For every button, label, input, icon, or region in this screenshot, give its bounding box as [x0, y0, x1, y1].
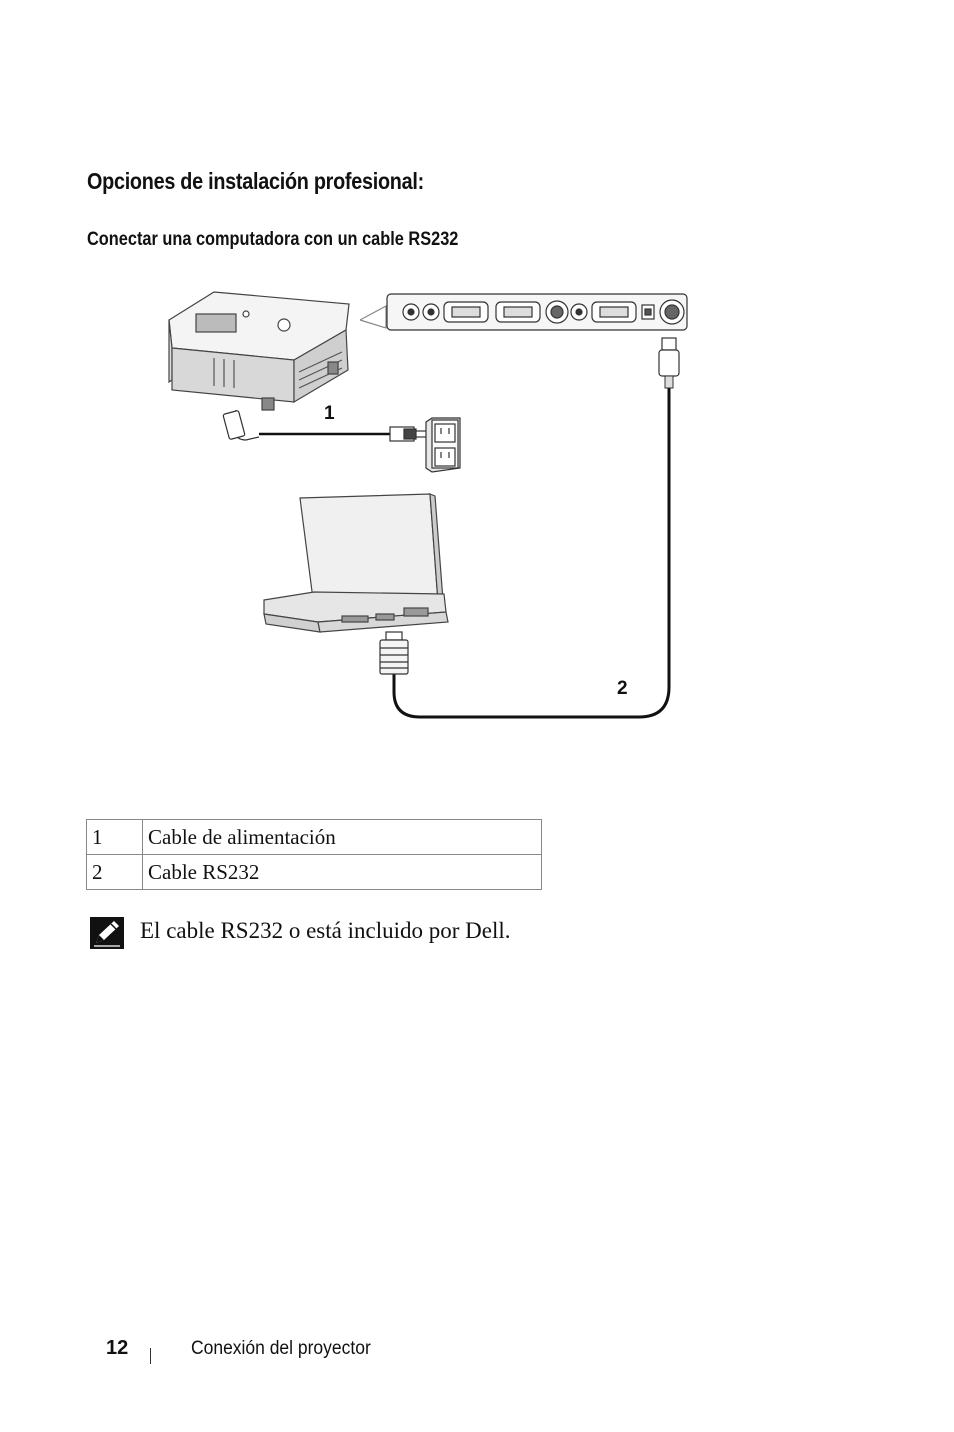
- db9-connector: [380, 632, 408, 674]
- projector-illustration: [169, 292, 349, 410]
- table-row: [87, 855, 542, 890]
- note: [90, 917, 511, 949]
- footer-section-title: Conexión del proyector: [191, 1338, 371, 1359]
- legend-label: Cable RS232: [143, 855, 542, 890]
- callout-pointer: [360, 306, 386, 328]
- note-text: El cable RS232 o está incluido por Dell.: [140, 918, 511, 943]
- callout-2-label: 2: [617, 678, 628, 699]
- wall-outlet: [426, 418, 460, 472]
- footer-divider: [150, 1348, 151, 1364]
- legend-label: Cable de alimentación: [143, 820, 542, 855]
- section-heading: Opciones de instalación profesional:: [87, 168, 424, 194]
- page-number: 12: [106, 1337, 129, 1359]
- legend-number: 2: [87, 855, 143, 890]
- note-pencil-icon: [90, 917, 124, 949]
- legend-number: 1: [87, 820, 143, 855]
- connection-diagram: [114, 262, 740, 732]
- subsection-heading: Conectar una computadora con un cable RS232: [87, 229, 459, 250]
- projector-rear-panel: [387, 294, 687, 330]
- table-row: [87, 820, 542, 855]
- callout-1-label: 1: [324, 403, 335, 424]
- laptop-illustration: [264, 494, 448, 632]
- legend-table: [86, 819, 542, 890]
